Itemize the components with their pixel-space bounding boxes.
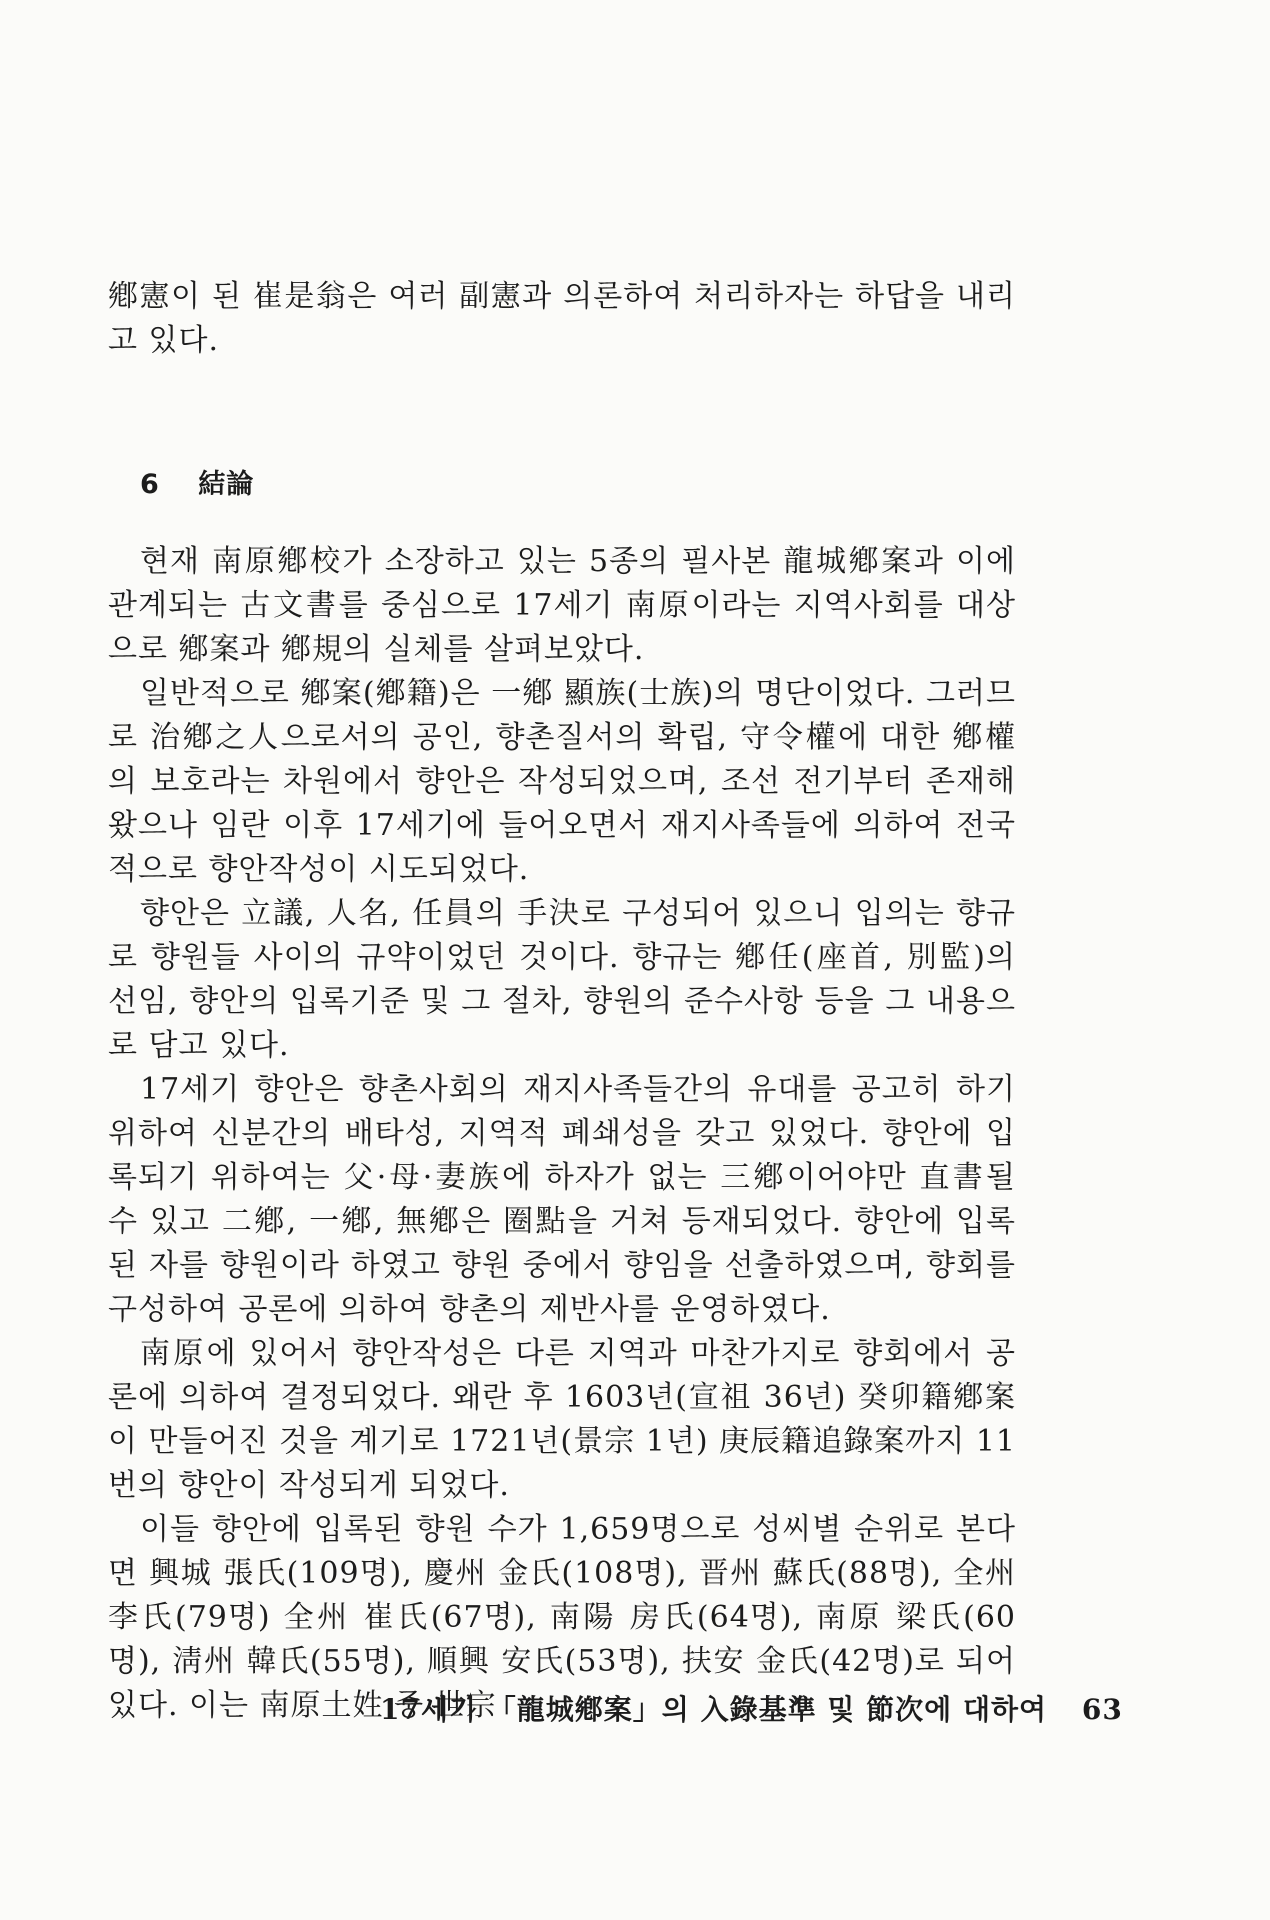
page-number: 63 [1081,1693,1123,1726]
section-number: 6 [140,469,160,500]
conclusion-body [108,540,1016,1728]
paragraph: 17세기 향안은 향촌사회의 재지사족들간의 유대를 공고히 하기 위하여 신분간의 배타성, 지역적 폐쇄성을 갖고 있었다. 향안에 입록되기 위하여는 父·母·妻族에 하자가 없는 三鄕이어야만 直書될 수 있고 二鄕, 一鄕, 無鄕은 圈點을 거쳐 등재되었다. 향안에 입록된 자를 향원이라 하였고 향원 중에서 향임을 선출하였으며, 향회를 구성하여 공론에 의하여 향촌의 제반사를 운영하였다. [108,1072,1016,1327]
running-title: 17세기 「龍城鄕案」의 入錄基準 및 節次에 대하여 [380,1693,1048,1726]
intro-text [108,275,1016,363]
section-heading [140,462,254,501]
paragraph: 南原에 있어서 향안작성은 다른 지역과 마찬가지로 향회에서 공론에 의하여 결정되었다. 왜란 후 1603년(宣祖 36년) 癸卯籍鄕案이 만들어진 것을 계기로 1721년(景宗 1년) 庚辰籍追錄案까지 11번의 향안이 작성되게 되었다. [108,1336,1016,1503]
running-footer [380,1688,1123,1728]
paragraph: 일반적으로 鄕案(鄕籍)은 一鄕 顯族(士族)의 명단이었다. 그러므로 治鄕之人으로서의 공인, 향촌질서의 확립, 守令權에 대한 鄕權의 보호라는 차원에서 향안은 작성되었으며, 조선 전기부터 존재해 왔으나 임란 이후 17세기에 들어오면서 재지사족들에 의하여 전국적으로 향안작성이 시도되었다. [108,676,1016,887]
paragraph: 이들 향안에 입록된 향원 수가 1,659명으로 성씨별 순위로 본다면 興城 張氏(109명), 慶州 金氏(108명), 晋州 蘇氏(88명), 全州 李氏(79명) 全州 崔氏(67명), 南陽 房氏(64명), 南原 梁氏(60명), 淸州 韓氏(55명), 順興 安氏(53명), 扶安 金氏(42명)로 되어 있다. 이는 南原土姓 중 世宗 [108,1512,1016,1723]
intro-paragraph: 鄕憲이 된 崔是翁은 여러 副憲과 의론하여 처리하자는 하답을 내리고 있다. [108,279,1016,358]
paragraph: 향안은 立議, 人名, 任員의 手決로 구성되어 있으니 입의는 향규로 향원들 사이의 규약이었던 것이다. 향규는 鄕任(座首, 別監)의 선임, 향안의 입록기준 및 그 절차, 향원의 준수사항 등을 그 내용으로 담고 있다. [108,896,1016,1063]
section-title: 結論 [198,469,255,500]
paragraph: 현재 南原鄕校가 소장하고 있는 5종의 필사본 龍城鄕案과 이에 관계되는 古文書를 중심으로 17세기 南原이라는 지역사회를 대상으로 鄕案과 鄕規의 실체를 살펴보았다. [108,544,1016,667]
